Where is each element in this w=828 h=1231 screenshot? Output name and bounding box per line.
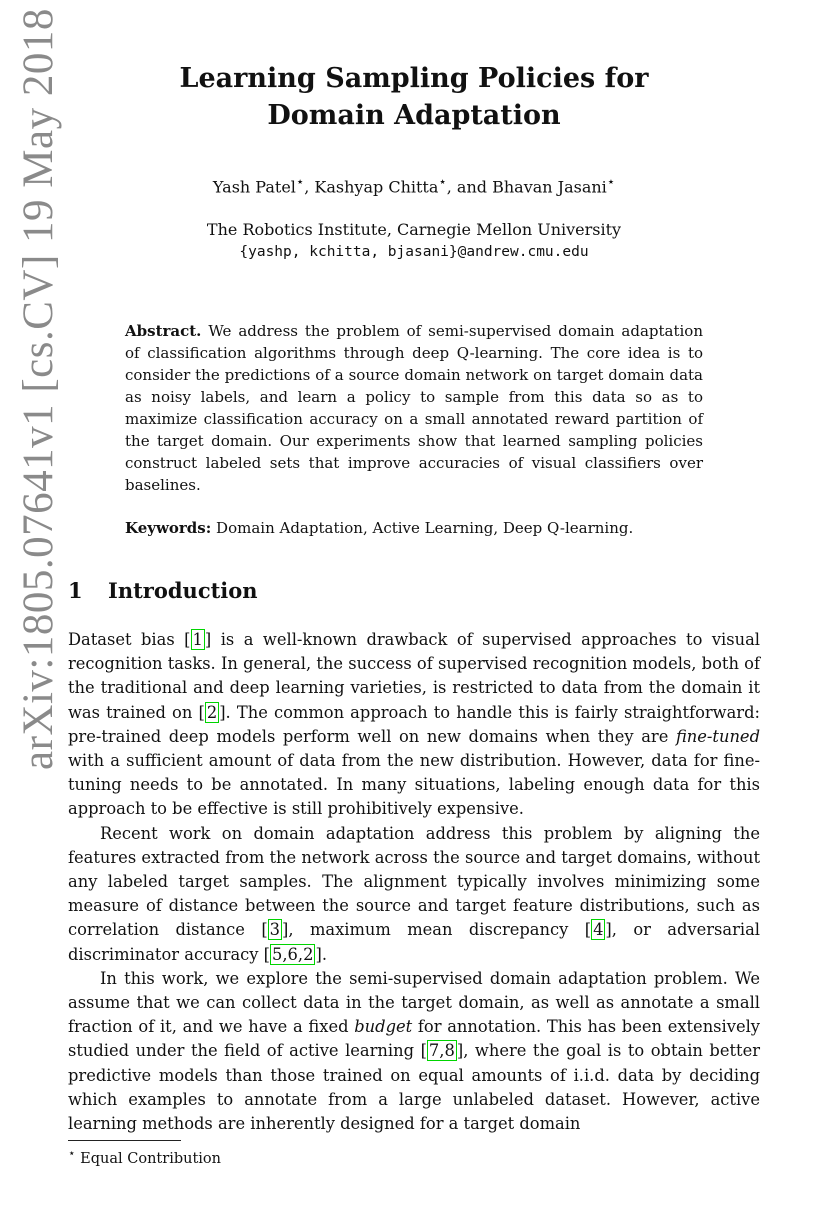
institute: The Robotics Institute, Carnegie Mellon University (206, 220, 622, 239)
author-emails: {yashp, kchitta, bjasani}@andrew.cmu.edu (239, 244, 589, 260)
author-name: Yash Patel (212, 177, 296, 197)
citation-link[interactable]: 4 (593, 920, 604, 940)
abstract-label: Abstract. (125, 322, 202, 340)
footnote-mark: ⋆ (68, 1146, 76, 1160)
keywords-text: Domain Adaptation, Active Learning, Deep Q-learning. (216, 519, 634, 537)
emphasis: budget (354, 1017, 413, 1037)
footnote (68, 1146, 221, 1167)
author-list: Yash Patel⋆, Kashyap Chitta⋆, and Bhavan Jasani⋆ (212, 175, 616, 197)
title-line-1: Learning Sampling Policies for (179, 63, 649, 94)
citation-link[interactable]: 5,6,2 (272, 944, 314, 964)
keywords (125, 517, 703, 539)
keywords-label: Keywords: (125, 519, 212, 537)
paragraph: Recent work on domain adaptation address this problem by aligning the features extracted from the network across the source and target domains, without any labeled target samples. The alignment typically involves minimizing some measure of distance between the source and target feature distributions, such as correlation distance [ 3 ], maximum mean discrepancy [ 4 ], or adversarial discriminator accuracy [ 5,6,2 ]. (68, 823, 761, 964)
body-text (68, 628, 760, 1136)
paper-title (0, 60, 828, 134)
author-name: Kashyap Chitta (314, 177, 439, 197)
footnote-text: Equal Contribution (80, 1150, 221, 1167)
emphasis: fine-tuned (675, 726, 760, 746)
affiliation (0, 219, 828, 263)
section-number: 1 (68, 578, 83, 603)
citation-link[interactable]: 1 (192, 630, 203, 649)
paragraph: Dataset bias [ 1 ] is a well-known drawback of supervised approaches to visual recognition tasks. In general, the success of supervised recognition models, both of the traditional and deep learning varieties, is restricted to data from the domain it was trained on [ 2 ]. The common approach to handle this is fairly straightforward: pre-trained deep models perform well on new domains when they are fine-tuned with a sufficient amount of data from the new distribution. However, data for fine-tuning needs to be annotated. In many situations, labeling enough data for this approach to be effective is still prohibitively expensive. (68, 630, 760, 819)
footnote-rule (68, 1140, 181, 1141)
citation-link[interactable]: 3 (269, 920, 281, 940)
author-name: Bhavan Jasani (492, 177, 607, 197)
citation-link[interactable]: 7,8 (428, 1041, 455, 1061)
section-heading (68, 578, 258, 603)
paragraph: In this work, we explore the semi-supervised domain adaptation problem. We assume that we can collect data in the target domain, as well as annotate a small fraction of it, and we have a fixed budget for annotation. This has been extensively studied under the field of active learning [ 7,8 ], where the goal is to obtain better predictive models than those trained on equal amounts of i.i.d. data by deciding which examples to annotate from a large unlabeled dataset. However, active learning methods are inherently designed for a target domain (68, 968, 760, 1134)
arxiv-stamp: arXiv:1805.07641v1 [cs.CV] 19 May 2018 (15, 8, 62, 770)
abstract (125, 320, 703, 496)
abstract-text: We address the problem of semi-supervised domain adaptation of classification algorithms through deep Q-learning. The core idea is to consider the predictions of a source domain network on target domain data as noisy labels, and learn a policy to sample from this data so as to maximize classification accuracy on a small annotated reward partition of the target domain. Our experiments show that learned sampling policies construct labeled sets that improve accuracies of visual classifiers over baselines. (125, 322, 703, 494)
equal-contribution-mark: ⋆ (295, 175, 305, 190)
equal-contribution-mark: ⋆ (606, 175, 616, 190)
section-title: Introduction (108, 578, 258, 603)
title-line-2: Domain Adaptation (267, 100, 561, 131)
equal-contribution-mark: ⋆ (438, 175, 447, 190)
citation-link[interactable]: 2 (206, 702, 218, 722)
